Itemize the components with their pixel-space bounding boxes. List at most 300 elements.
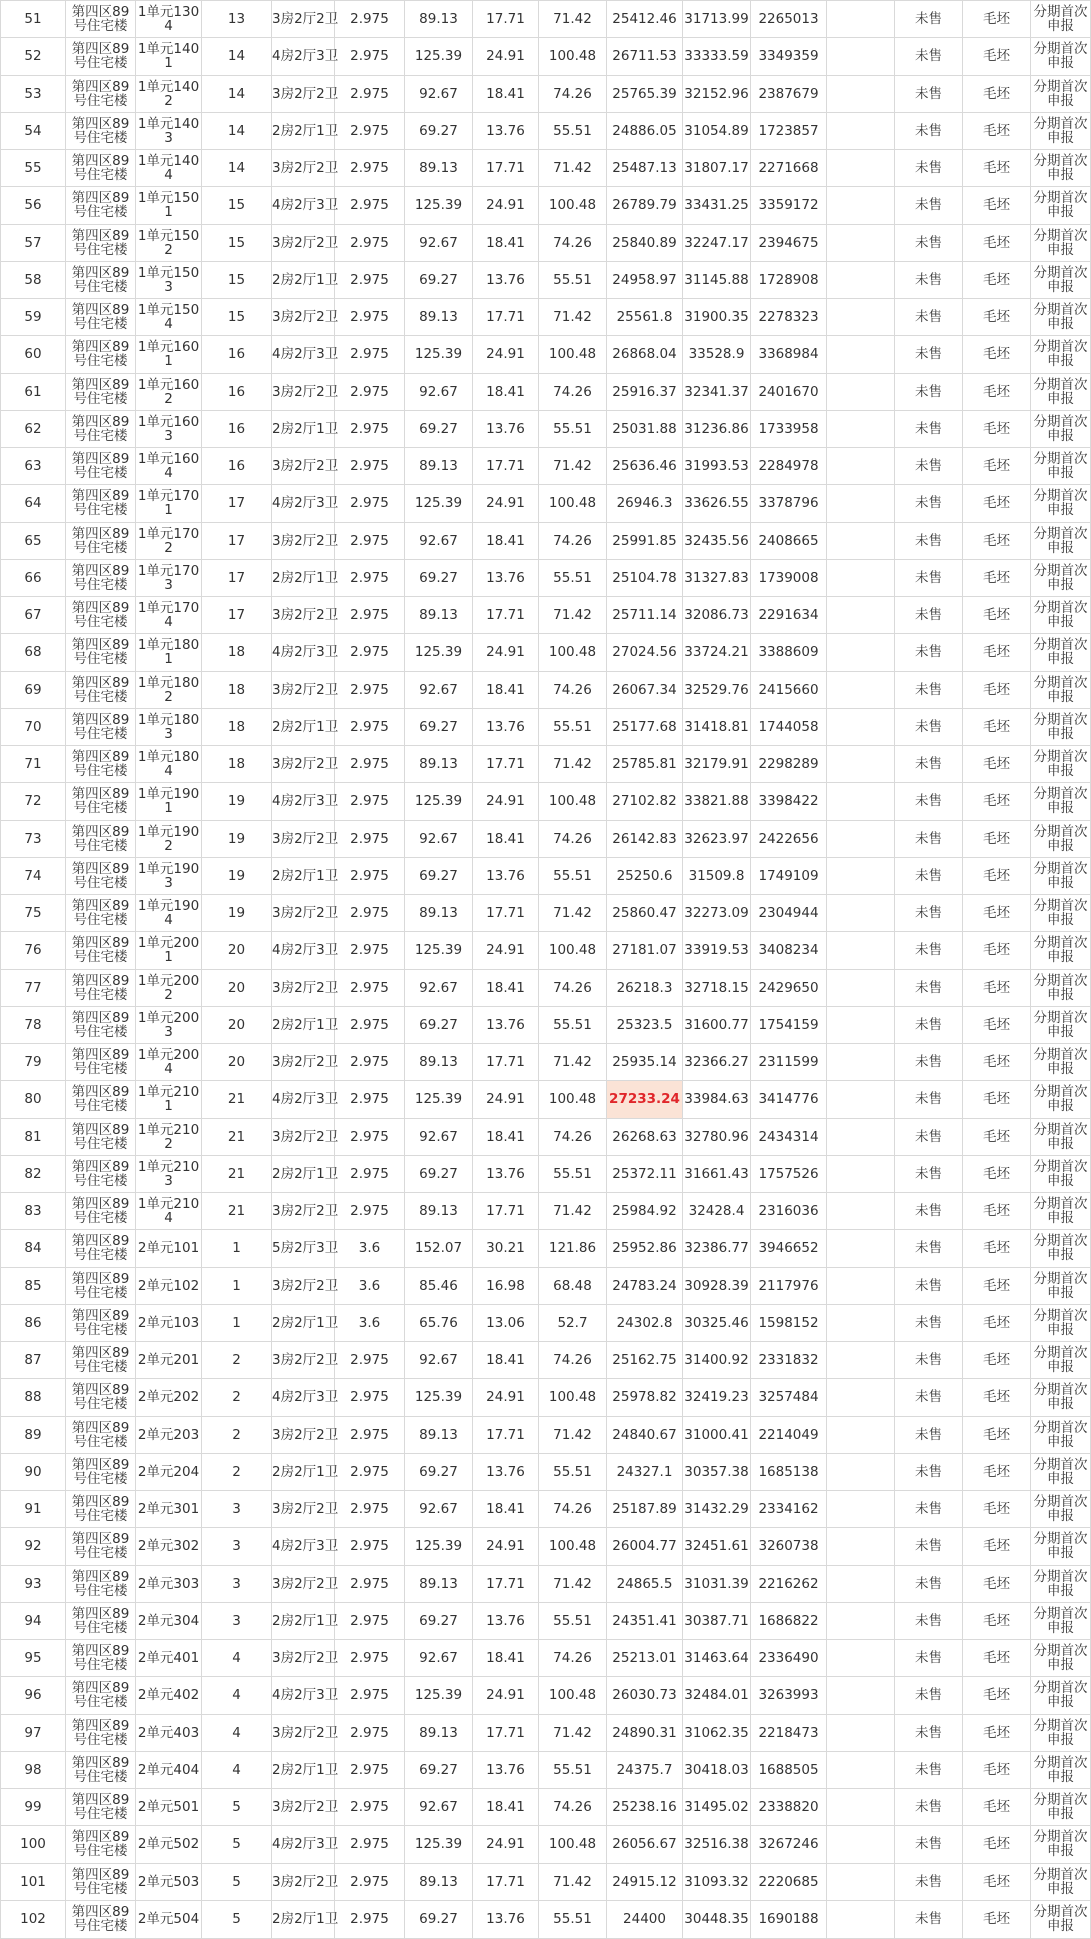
cell-shared-area[interactable]: 18.41 (473, 1789, 539, 1826)
cell-filing-type[interactable]: 分期首次申报 (1031, 261, 1091, 298)
cell-index[interactable]: 86 (1, 1304, 66, 1341)
cell-layout[interactable]: 3房2厅2卫 (272, 1714, 335, 1751)
cell-filing-type[interactable]: 分期首次申报 (1031, 150, 1091, 187)
cell-unit-price-gross[interactable]: 25860.47 (607, 895, 683, 932)
cell-gross-area[interactable]: 92.67 (405, 75, 473, 112)
cell-index[interactable]: 102 (1, 1900, 66, 1938)
cell-decoration[interactable]: 毛坯 (963, 671, 1031, 708)
cell-floor[interactable]: 15 (202, 299, 272, 336)
cell-filing-type[interactable]: 分期首次申报 (1031, 1863, 1091, 1900)
cell-remark[interactable] (827, 299, 895, 336)
cell-unit-price-gross[interactable]: 25952.86 (607, 1230, 683, 1267)
cell-building[interactable]: 第四区89号住宅楼 (66, 820, 136, 857)
cell-gross-area[interactable]: 125.39 (405, 1528, 473, 1565)
cell-gross-area[interactable]: 69.27 (405, 1900, 473, 1938)
cell-floor-height[interactable]: 2.975 (335, 38, 405, 75)
cell-sale-status[interactable]: 未售 (895, 634, 963, 671)
cell-decoration[interactable]: 毛坯 (963, 1379, 1031, 1416)
cell-unit-price-usable[interactable]: 31713.99 (683, 1, 751, 38)
cell-unit-price-gross[interactable]: 25916.37 (607, 373, 683, 410)
cell-filing-type[interactable]: 分期首次申报 (1031, 1900, 1091, 1938)
cell-index[interactable]: 80 (1, 1081, 66, 1118)
cell-unit-price-gross[interactable]: 26030.73 (607, 1677, 683, 1714)
cell-unit-room[interactable]: 1单元1403 (136, 112, 202, 149)
cell-unit-price-gross[interactable]: 24958.97 (607, 261, 683, 298)
cell-decoration[interactable]: 毛坯 (963, 783, 1031, 820)
cell-unit-room[interactable]: 1单元1902 (136, 820, 202, 857)
cell-usable-area[interactable]: 52.7 (539, 1304, 607, 1341)
cell-remark[interactable] (827, 559, 895, 596)
cell-floor[interactable]: 19 (202, 783, 272, 820)
cell-layout[interactable]: 3房2厅2卫 (272, 1491, 335, 1528)
cell-gross-area[interactable]: 85.46 (405, 1267, 473, 1304)
cell-shared-area[interactable]: 13.76 (473, 1602, 539, 1639)
cell-remark[interactable] (827, 1267, 895, 1304)
cell-unit-room[interactable]: 2单元302 (136, 1528, 202, 1565)
cell-filing-type[interactable]: 分期首次申报 (1031, 783, 1091, 820)
cell-layout[interactable]: 2房2厅1卫 (272, 1453, 335, 1490)
cell-shared-area[interactable]: 13.76 (473, 410, 539, 447)
cell-sale-status[interactable]: 未售 (895, 1900, 963, 1938)
cell-total-price[interactable]: 3349359 (751, 38, 827, 75)
cell-unit-room[interactable]: 1单元2002 (136, 969, 202, 1006)
cell-building[interactable]: 第四区89号住宅楼 (66, 112, 136, 149)
cell-unit-price-gross[interactable]: 24327.1 (607, 1453, 683, 1490)
cell-index[interactable]: 84 (1, 1230, 66, 1267)
cell-remark[interactable] (827, 1453, 895, 1490)
cell-unit-room[interactable]: 2单元304 (136, 1602, 202, 1639)
cell-usable-area[interactable]: 55.51 (539, 708, 607, 745)
cell-floor[interactable]: 2 (202, 1453, 272, 1490)
cell-building[interactable]: 第四区89号住宅楼 (66, 1379, 136, 1416)
cell-unit-room[interactable]: 2单元101 (136, 1230, 202, 1267)
cell-total-price[interactable]: 3398422 (751, 783, 827, 820)
cell-unit-price-gross[interactable]: 25031.88 (607, 410, 683, 447)
cell-sale-status[interactable]: 未售 (895, 708, 963, 745)
cell-building[interactable]: 第四区89号住宅楼 (66, 1863, 136, 1900)
cell-gross-area[interactable]: 89.13 (405, 1565, 473, 1602)
cell-unit-room[interactable]: 1单元1404 (136, 150, 202, 187)
cell-decoration[interactable]: 毛坯 (963, 187, 1031, 224)
cell-total-price[interactable]: 2284978 (751, 448, 827, 485)
cell-unit-price-gross[interactable]: 25840.89 (607, 224, 683, 261)
cell-index[interactable]: 58 (1, 261, 66, 298)
cell-floor[interactable]: 17 (202, 597, 272, 634)
cell-unit-room[interactable]: 1单元1502 (136, 224, 202, 261)
cell-usable-area[interactable]: 74.26 (539, 1789, 607, 1826)
cell-total-price[interactable]: 1728908 (751, 261, 827, 298)
cell-building[interactable]: 第四区89号住宅楼 (66, 1006, 136, 1043)
cell-remark[interactable] (827, 1602, 895, 1639)
cell-index[interactable]: 69 (1, 671, 66, 708)
cell-filing-type[interactable]: 分期首次申报 (1031, 75, 1091, 112)
cell-decoration[interactable]: 毛坯 (963, 224, 1031, 261)
cell-floor-height[interactable]: 2.975 (335, 1006, 405, 1043)
cell-usable-area[interactable]: 71.42 (539, 1863, 607, 1900)
cell-building[interactable]: 第四区89号住宅楼 (66, 187, 136, 224)
cell-unit-price-gross[interactable]: 27024.56 (607, 634, 683, 671)
cell-building[interactable]: 第四区89号住宅楼 (66, 373, 136, 410)
cell-shared-area[interactable]: 17.71 (473, 1193, 539, 1230)
cell-layout[interactable]: 3房2厅2卫 (272, 1565, 335, 1602)
cell-usable-area[interactable]: 100.48 (539, 1528, 607, 1565)
cell-decoration[interactable]: 毛坯 (963, 1677, 1031, 1714)
cell-layout[interactable]: 2房2厅1卫 (272, 112, 335, 149)
cell-unit-price-gross[interactable]: 25561.8 (607, 299, 683, 336)
cell-shared-area[interactable]: 24.91 (473, 336, 539, 373)
cell-remark[interactable] (827, 895, 895, 932)
cell-usable-area[interactable]: 55.51 (539, 1155, 607, 1192)
cell-total-price[interactable]: 2434314 (751, 1118, 827, 1155)
cell-sale-status[interactable]: 未售 (895, 1416, 963, 1453)
cell-gross-area[interactable]: 69.27 (405, 1155, 473, 1192)
cell-index[interactable]: 101 (1, 1863, 66, 1900)
cell-total-price[interactable]: 2291634 (751, 597, 827, 634)
cell-index[interactable]: 93 (1, 1565, 66, 1602)
cell-unit-price-usable[interactable]: 30325.46 (683, 1304, 751, 1341)
cell-floor[interactable]: 1 (202, 1304, 272, 1341)
cell-unit-room[interactable]: 1单元1603 (136, 410, 202, 447)
cell-shared-area[interactable]: 13.76 (473, 261, 539, 298)
cell-floor-height[interactable]: 2.975 (335, 112, 405, 149)
cell-index[interactable]: 89 (1, 1416, 66, 1453)
cell-decoration[interactable]: 毛坯 (963, 634, 1031, 671)
cell-gross-area[interactable]: 69.27 (405, 857, 473, 894)
cell-layout[interactable]: 4房2厅3卫 (272, 336, 335, 373)
cell-layout[interactable]: 4房2厅3卫 (272, 1379, 335, 1416)
cell-layout[interactable]: 3房2厅2卫 (272, 820, 335, 857)
cell-unit-room[interactable]: 1单元1803 (136, 708, 202, 745)
cell-building[interactable]: 第四区89号住宅楼 (66, 932, 136, 969)
cell-sale-status[interactable]: 未售 (895, 1379, 963, 1416)
cell-remark[interactable] (827, 224, 895, 261)
cell-gross-area[interactable]: 89.13 (405, 1863, 473, 1900)
cell-shared-area[interactable]: 17.71 (473, 1044, 539, 1081)
cell-total-price[interactable]: 1733958 (751, 410, 827, 447)
cell-unit-price-gross[interactable]: 24915.12 (607, 1863, 683, 1900)
cell-unit-price-usable[interactable]: 32529.76 (683, 671, 751, 708)
cell-sale-status[interactable]: 未售 (895, 150, 963, 187)
cell-floor-height[interactable]: 2.975 (335, 746, 405, 783)
cell-usable-area[interactable]: 71.42 (539, 597, 607, 634)
cell-decoration[interactable]: 毛坯 (963, 373, 1031, 410)
cell-unit-room[interactable]: 2单元503 (136, 1863, 202, 1900)
cell-floor-height[interactable]: 3.6 (335, 1230, 405, 1267)
cell-layout[interactable]: 3房2厅2卫 (272, 1044, 335, 1081)
cell-floor-height[interactable]: 2.975 (335, 150, 405, 187)
cell-sale-status[interactable]: 未售 (895, 373, 963, 410)
cell-unit-price-usable[interactable]: 32341.37 (683, 373, 751, 410)
cell-remark[interactable] (827, 969, 895, 1006)
cell-floor[interactable]: 20 (202, 969, 272, 1006)
cell-unit-price-usable[interactable]: 32179.91 (683, 746, 751, 783)
cell-layout[interactable]: 3房2厅2卫 (272, 969, 335, 1006)
cell-layout[interactable]: 3房2厅2卫 (272, 299, 335, 336)
cell-building[interactable]: 第四区89号住宅楼 (66, 1193, 136, 1230)
cell-floor-height[interactable]: 2.975 (335, 1416, 405, 1453)
cell-unit-price-gross-highlighted[interactable]: 27233.24 (607, 1081, 683, 1118)
cell-index[interactable]: 98 (1, 1751, 66, 1788)
cell-unit-room[interactable]: 1单元2104 (136, 1193, 202, 1230)
cell-layout[interactable]: 3房2厅2卫 (272, 597, 335, 634)
cell-building[interactable]: 第四区89号住宅楼 (66, 671, 136, 708)
cell-unit-price-usable[interactable]: 32428.4 (683, 1193, 751, 1230)
cell-shared-area[interactable]: 17.71 (473, 1863, 539, 1900)
cell-total-price[interactable]: 2336490 (751, 1640, 827, 1677)
cell-total-price[interactable]: 3257484 (751, 1379, 827, 1416)
cell-decoration[interactable]: 毛坯 (963, 112, 1031, 149)
cell-sale-status[interactable]: 未售 (895, 1602, 963, 1639)
cell-unit-price-usable[interactable]: 33724.21 (683, 634, 751, 671)
cell-total-price[interactable]: 2401670 (751, 373, 827, 410)
cell-sale-status[interactable]: 未售 (895, 1230, 963, 1267)
cell-sale-status[interactable]: 未售 (895, 671, 963, 708)
cell-unit-room[interactable]: 2单元202 (136, 1379, 202, 1416)
cell-building[interactable]: 第四区89号住宅楼 (66, 485, 136, 522)
cell-index[interactable]: 78 (1, 1006, 66, 1043)
cell-decoration[interactable]: 毛坯 (963, 597, 1031, 634)
cell-remark[interactable] (827, 1826, 895, 1863)
cell-building[interactable]: 第四区89号住宅楼 (66, 1677, 136, 1714)
cell-shared-area[interactable]: 24.91 (473, 38, 539, 75)
cell-shared-area[interactable]: 18.41 (473, 820, 539, 857)
cell-unit-price-usable[interactable]: 31900.35 (683, 299, 751, 336)
cell-floor-height[interactable]: 2.975 (335, 1193, 405, 1230)
cell-sale-status[interactable]: 未售 (895, 969, 963, 1006)
cell-usable-area[interactable]: 100.48 (539, 1081, 607, 1118)
cell-building[interactable]: 第四区89号住宅楼 (66, 1826, 136, 1863)
cell-unit-price-usable[interactable]: 33528.9 (683, 336, 751, 373)
cell-remark[interactable] (827, 38, 895, 75)
cell-floor-height[interactable]: 2.975 (335, 187, 405, 224)
cell-usable-area[interactable]: 74.26 (539, 1491, 607, 1528)
cell-remark[interactable] (827, 1491, 895, 1528)
cell-unit-price-gross[interactable]: 25978.82 (607, 1379, 683, 1416)
cell-floor[interactable]: 5 (202, 1863, 272, 1900)
cell-building[interactable]: 第四区89号住宅楼 (66, 634, 136, 671)
cell-floor[interactable]: 20 (202, 932, 272, 969)
cell-remark[interactable] (827, 150, 895, 187)
cell-building[interactable]: 第四区89号住宅楼 (66, 1081, 136, 1118)
cell-remark[interactable] (827, 75, 895, 112)
cell-decoration[interactable]: 毛坯 (963, 299, 1031, 336)
cell-gross-area[interactable]: 69.27 (405, 708, 473, 745)
cell-floor-height[interactable]: 2.975 (335, 559, 405, 596)
cell-sale-status[interactable]: 未售 (895, 1155, 963, 1192)
cell-floor-height[interactable]: 2.975 (335, 1342, 405, 1379)
cell-building[interactable]: 第四区89号住宅楼 (66, 1789, 136, 1826)
cell-remark[interactable] (827, 522, 895, 559)
cell-index[interactable]: 55 (1, 150, 66, 187)
cell-building[interactable]: 第四区89号住宅楼 (66, 857, 136, 894)
cell-gross-area[interactable]: 92.67 (405, 522, 473, 559)
cell-layout[interactable]: 3房2厅2卫 (272, 1640, 335, 1677)
cell-layout[interactable]: 4房2厅3卫 (272, 485, 335, 522)
cell-shared-area[interactable]: 13.76 (473, 112, 539, 149)
cell-building[interactable]: 第四区89号住宅楼 (66, 746, 136, 783)
cell-shared-area[interactable]: 13.76 (473, 1900, 539, 1938)
cell-layout[interactable]: 2房2厅1卫 (272, 261, 335, 298)
cell-remark[interactable] (827, 857, 895, 894)
cell-layout[interactable]: 3房2厅2卫 (272, 522, 335, 559)
cell-filing-type[interactable]: 分期首次申报 (1031, 895, 1091, 932)
cell-remark[interactable] (827, 1193, 895, 1230)
cell-usable-area[interactable]: 100.48 (539, 187, 607, 224)
cell-remark[interactable] (827, 1155, 895, 1192)
cell-sale-status[interactable]: 未售 (895, 1528, 963, 1565)
cell-unit-room[interactable]: 2单元504 (136, 1900, 202, 1938)
cell-usable-area[interactable]: 71.42 (539, 1, 607, 38)
cell-floor-height[interactable]: 2.975 (335, 1751, 405, 1788)
cell-remark[interactable] (827, 112, 895, 149)
cell-unit-room[interactable]: 1单元2102 (136, 1118, 202, 1155)
cell-layout[interactable]: 4房2厅3卫 (272, 634, 335, 671)
cell-gross-area[interactable]: 89.13 (405, 1416, 473, 1453)
cell-sale-status[interactable]: 未售 (895, 522, 963, 559)
cell-filing-type[interactable]: 分期首次申报 (1031, 746, 1091, 783)
cell-usable-area[interactable]: 55.51 (539, 1751, 607, 1788)
cell-total-price[interactable]: 1688505 (751, 1751, 827, 1788)
cell-layout[interactable]: 3房2厅2卫 (272, 671, 335, 708)
cell-index[interactable]: 66 (1, 559, 66, 596)
cell-layout[interactable]: 3房2厅2卫 (272, 1416, 335, 1453)
cell-gross-area[interactable]: 69.27 (405, 1602, 473, 1639)
cell-unit-price-usable[interactable]: 31062.35 (683, 1714, 751, 1751)
cell-index[interactable]: 63 (1, 448, 66, 485)
cell-layout[interactable]: 2房2厅1卫 (272, 1155, 335, 1192)
cell-total-price[interactable]: 2216262 (751, 1565, 827, 1602)
cell-building[interactable]: 第四区89号住宅楼 (66, 1640, 136, 1677)
cell-total-price[interactable]: 3260738 (751, 1528, 827, 1565)
cell-gross-area[interactable]: 125.39 (405, 187, 473, 224)
cell-decoration[interactable]: 毛坯 (963, 1006, 1031, 1043)
cell-filing-type[interactable]: 分期首次申报 (1031, 224, 1091, 261)
cell-unit-price-gross[interactable]: 25765.39 (607, 75, 683, 112)
cell-floor[interactable]: 15 (202, 187, 272, 224)
cell-gross-area[interactable]: 92.67 (405, 1789, 473, 1826)
cell-layout[interactable]: 4房2厅3卫 (272, 1081, 335, 1118)
cell-building[interactable]: 第四区89号住宅楼 (66, 410, 136, 447)
cell-gross-area[interactable]: 92.67 (405, 373, 473, 410)
cell-building[interactable]: 第四区89号住宅楼 (66, 150, 136, 187)
cell-floor[interactable]: 3 (202, 1565, 272, 1602)
cell-index[interactable]: 94 (1, 1602, 66, 1639)
cell-index[interactable]: 100 (1, 1826, 66, 1863)
cell-decoration[interactable]: 毛坯 (963, 857, 1031, 894)
cell-filing-type[interactable]: 分期首次申报 (1031, 1453, 1091, 1490)
cell-remark[interactable] (827, 336, 895, 373)
cell-floor-height[interactable]: 2.975 (335, 1453, 405, 1490)
cell-sale-status[interactable]: 未售 (895, 895, 963, 932)
cell-building[interactable]: 第四区89号住宅楼 (66, 448, 136, 485)
cell-building[interactable]: 第四区89号住宅楼 (66, 75, 136, 112)
cell-gross-area[interactable]: 89.13 (405, 299, 473, 336)
cell-unit-room[interactable]: 1单元1804 (136, 746, 202, 783)
cell-layout[interactable]: 3房2厅2卫 (272, 224, 335, 261)
cell-layout[interactable]: 3房2厅2卫 (272, 1789, 335, 1826)
cell-layout[interactable]: 2房2厅1卫 (272, 1304, 335, 1341)
cell-index[interactable]: 51 (1, 1, 66, 38)
cell-unit-price-gross[interactable]: 26142.83 (607, 820, 683, 857)
cell-floor-height[interactable]: 2.975 (335, 969, 405, 1006)
cell-usable-area[interactable]: 74.26 (539, 671, 607, 708)
cell-layout[interactable]: 4房2厅3卫 (272, 932, 335, 969)
cell-floor-height[interactable]: 2.975 (335, 373, 405, 410)
cell-index[interactable]: 85 (1, 1267, 66, 1304)
cell-unit-price-gross[interactable]: 25238.16 (607, 1789, 683, 1826)
cell-gross-area[interactable]: 89.13 (405, 448, 473, 485)
cell-unit-price-gross[interactable]: 26268.63 (607, 1118, 683, 1155)
cell-sale-status[interactable]: 未售 (895, 1342, 963, 1379)
cell-sale-status[interactable]: 未售 (895, 448, 963, 485)
cell-unit-price-usable[interactable]: 32623.97 (683, 820, 751, 857)
cell-floor-height[interactable]: 2.975 (335, 1640, 405, 1677)
cell-remark[interactable] (827, 1044, 895, 1081)
cell-gross-area[interactable]: 152.07 (405, 1230, 473, 1267)
cell-shared-area[interactable]: 16.98 (473, 1267, 539, 1304)
cell-floor-height[interactable]: 2.975 (335, 1826, 405, 1863)
cell-unit-room[interactable]: 2单元204 (136, 1453, 202, 1490)
cell-filing-type[interactable]: 分期首次申报 (1031, 1379, 1091, 1416)
cell-usable-area[interactable]: 74.26 (539, 1640, 607, 1677)
cell-gross-area[interactable]: 125.39 (405, 1677, 473, 1714)
cell-layout[interactable]: 2房2厅1卫 (272, 559, 335, 596)
cell-remark[interactable] (827, 746, 895, 783)
cell-floor-height[interactable]: 2.975 (335, 671, 405, 708)
cell-usable-area[interactable]: 100.48 (539, 634, 607, 671)
cell-building[interactable]: 第四区89号住宅楼 (66, 1565, 136, 1602)
cell-shared-area[interactable]: 18.41 (473, 1342, 539, 1379)
cell-shared-area[interactable]: 24.91 (473, 783, 539, 820)
cell-index[interactable]: 59 (1, 299, 66, 336)
cell-unit-room[interactable]: 1单元1901 (136, 783, 202, 820)
cell-floor[interactable]: 4 (202, 1677, 272, 1714)
cell-filing-type[interactable]: 分期首次申报 (1031, 671, 1091, 708)
cell-index[interactable]: 92 (1, 1528, 66, 1565)
cell-unit-room[interactable]: 1单元1604 (136, 448, 202, 485)
cell-usable-area[interactable]: 71.42 (539, 448, 607, 485)
cell-floor[interactable]: 21 (202, 1081, 272, 1118)
cell-unit-room[interactable]: 1单元1304 (136, 1, 202, 38)
cell-unit-price-usable[interactable]: 31509.8 (683, 857, 751, 894)
cell-unit-room[interactable]: 1单元1703 (136, 559, 202, 596)
cell-decoration[interactable]: 毛坯 (963, 1230, 1031, 1267)
cell-remark[interactable] (827, 373, 895, 410)
cell-usable-area[interactable]: 71.42 (539, 895, 607, 932)
cell-usable-area[interactable]: 100.48 (539, 783, 607, 820)
cell-total-price[interactable]: 2311599 (751, 1044, 827, 1081)
cell-layout[interactable]: 4房2厅3卫 (272, 187, 335, 224)
cell-unit-price-usable[interactable]: 32435.56 (683, 522, 751, 559)
cell-unit-room[interactable]: 1单元1602 (136, 373, 202, 410)
cell-floor[interactable]: 18 (202, 671, 272, 708)
cell-building[interactable]: 第四区89号住宅楼 (66, 1491, 136, 1528)
cell-decoration[interactable]: 毛坯 (963, 1193, 1031, 1230)
cell-layout[interactable]: 3房2厅2卫 (272, 746, 335, 783)
cell-remark[interactable] (827, 261, 895, 298)
cell-unit-price-usable[interactable]: 31418.81 (683, 708, 751, 745)
cell-decoration[interactable]: 毛坯 (963, 410, 1031, 447)
cell-shared-area[interactable]: 17.71 (473, 150, 539, 187)
cell-gross-area[interactable]: 125.39 (405, 1379, 473, 1416)
cell-building[interactable]: 第四区89号住宅楼 (66, 1155, 136, 1192)
cell-index[interactable]: 95 (1, 1640, 66, 1677)
cell-usable-area[interactable]: 74.26 (539, 1118, 607, 1155)
cell-decoration[interactable]: 毛坯 (963, 1714, 1031, 1751)
cell-usable-area[interactable]: 121.86 (539, 1230, 607, 1267)
cell-sale-status[interactable]: 未售 (895, 1565, 963, 1602)
cell-shared-area[interactable]: 17.71 (473, 1, 539, 38)
